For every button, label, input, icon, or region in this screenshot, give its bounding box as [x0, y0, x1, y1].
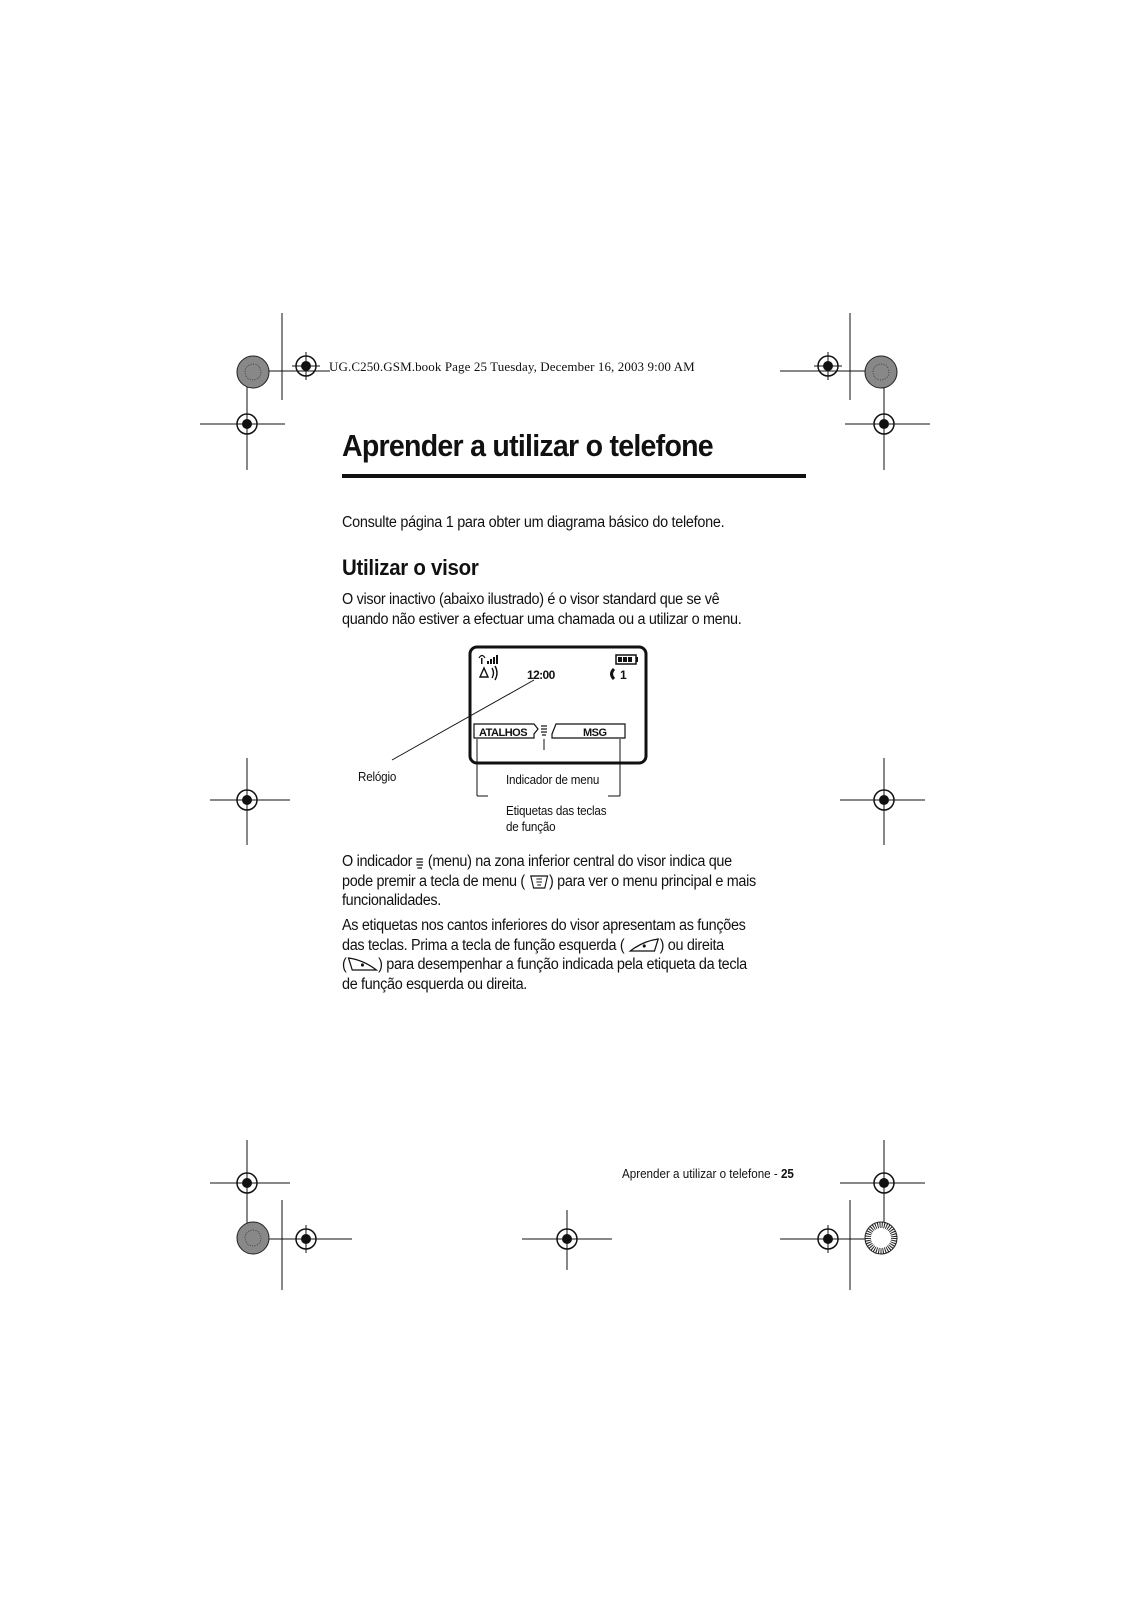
- page-footer: [622, 1167, 794, 1181]
- right-softkey-label: MSG: [583, 727, 607, 739]
- title-rule: [342, 474, 806, 478]
- page-number: 25: [780, 1167, 794, 1181]
- left-softkey-label: ATALHOS: [479, 727, 528, 739]
- paragraph-menu-text-c: pode premir a tecla de menu (: [342, 872, 525, 890]
- paragraph-softkeys-text-d: (: [342, 956, 347, 973]
- clock-time: 12:00: [527, 668, 555, 682]
- paragraph-visor: [342, 590, 807, 629]
- paragraph-visor-line1: O visor inactivo (abaixo ilustrado) é o visor standard que se vê: [342, 591, 720, 608]
- paragraph-softkeys-text-a: As etiquetas nos cantos inferiores do visor apresentam as funções: [342, 917, 746, 934]
- callout-softkey-labels-line2: de função: [506, 820, 556, 834]
- paragraph-softkeys-text-f: de função esquerda ou direita.: [342, 975, 527, 993]
- right-softkey-icon: [346, 956, 378, 972]
- paragraph-visor-line2: quando não estiver a efectuar uma chamada ou a utilizar o menu.: [342, 610, 742, 628]
- left-softkey-icon: [628, 937, 660, 953]
- paragraph-menu-text-b: (menu) na zona inferior central do visor indica que: [427, 853, 732, 870]
- page-title: Aprender a utilizar o telefone: [342, 428, 713, 463]
- paragraph-softkeys-text-c: ) ou direita: [659, 936, 724, 954]
- paragraph-menu-text-a: O indicador: [342, 853, 413, 870]
- paragraph-menu-text-d: ) para ver o menu principal e mais: [549, 872, 756, 890]
- section-heading: Utilizar o visor: [342, 555, 479, 580]
- callout-clock: Relógio: [358, 770, 397, 784]
- print-header: UG.C250.GSM.book Page 25 Tuesday, December 16, 2003 9:00 AM: [329, 359, 695, 374]
- paragraph-softkeys-text-e: ) para desempenhar a função indicada pela etiqueta da tecla: [378, 956, 747, 973]
- paragraph-softkeys: [342, 916, 807, 994]
- callout-softkey-labels-line1: Etiquetas das teclas: [506, 804, 607, 818]
- paragraph-softkeys-text-b: das teclas. Prima a tecla de função esquerda (: [342, 936, 625, 954]
- menu-indicator-icon-inline: [416, 856, 424, 869]
- active-line-number: 1: [620, 668, 627, 682]
- menu-key-icon: [529, 874, 549, 889]
- paragraph-menu-indicator: [342, 852, 807, 911]
- footer-text: Aprender a utilizar o telefone -: [622, 1167, 781, 1181]
- callout-menu-indicator: Indicador de menu: [506, 773, 600, 787]
- intro-text: Consulte página 1 para obter um diagrama básico do telefone.: [342, 514, 725, 531]
- paragraph-menu-text-e: funcionalidades.: [342, 892, 441, 909]
